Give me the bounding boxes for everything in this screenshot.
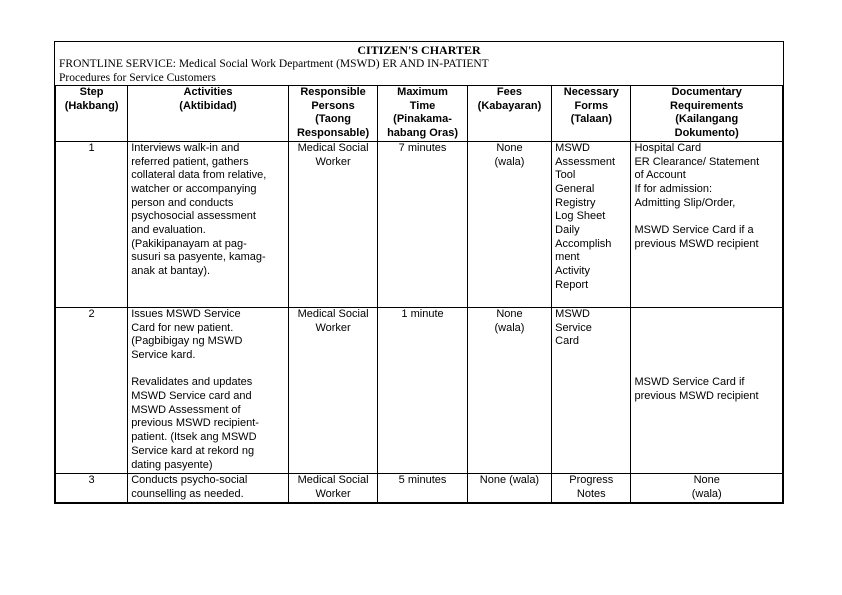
cell-line: (wala) [494,321,525,334]
cell-activities [128,141,289,307]
cell-line: (Pakikipanayam at pag- [131,237,247,250]
cell-line: dating pasyente) [131,458,213,471]
cell-line: (Taong [315,113,351,126]
cell-documentary-requirements [631,141,783,307]
cell-line: (wala) [494,155,525,168]
cell-line: Interviews walk-in and [131,141,240,154]
column-header-documentary-requirements [631,86,783,142]
cell-line: Log Sheet [555,210,606,223]
cell-line [634,335,779,349]
column-header-step [56,86,128,142]
cell-line: patient. (Itsek ang MSWD [131,431,257,444]
cell-line [634,308,779,322]
cell-line: Persons [311,99,355,112]
cell-line: Activities [183,86,233,98]
column-header-maximum-time [378,86,467,142]
cell-line: Admitting Slip/Order, [634,196,736,209]
cell-line: previous MSWD recipient [634,389,759,402]
cell-line: 5 minutes [398,473,447,486]
cell-line: General [555,182,595,195]
cell-necessary-forms [552,307,631,473]
cell-line: Maximum [397,86,448,98]
cell-fees [467,473,551,502]
cell-line: Hospital Card [634,141,702,154]
cell-step [56,307,128,473]
cell-line: Documentary [671,86,742,98]
cell-line: None [693,473,720,486]
cell-line: (Pinakama- [393,113,452,126]
cell-line: person and conducts [131,196,234,209]
cell-line: MSWD [555,141,590,154]
cell-line: (Talaan) [570,113,612,126]
cell-line: (Kabayaran) [477,99,542,112]
cell-line: Daily [555,224,580,237]
cell-line: susuri sa pasyente, kamag- [131,251,266,264]
cell-line: Card for new patient. [131,321,234,334]
cell-fees [467,141,551,307]
cell-line: None [496,307,523,320]
citizens-charter-document [54,41,784,504]
column-header-fees [467,86,551,142]
cell-maximum-time [378,473,467,502]
cell-line: habang Oras) [387,127,458,140]
cell-line: None (wala) [479,473,540,486]
cell-line: Time [409,99,436,112]
procedures-table [55,85,783,503]
cell-activities [128,473,289,502]
cell-line: 2 [88,307,95,320]
cell-responsible-persons [288,307,377,473]
table-row [56,473,783,502]
cell-line: Dokumento) [674,127,739,140]
cell-line: Report [555,278,589,291]
cell-line: watcher or accompanying [131,182,257,195]
cell-line: Activity [555,265,590,278]
cell-line: MSWD Service card and [131,390,252,403]
column-header-activities [128,86,289,142]
table-row [56,307,783,473]
cell-line: Medical Social [297,473,369,486]
cell-line [634,363,779,377]
cell-line: ment [555,251,580,264]
cell-line [634,210,779,224]
cell-line: Conducts psycho-social [131,473,248,486]
cell-line: Revalidates and updates [131,376,253,389]
cell-line: collateral data from relative, [131,169,267,182]
cell-line: (Pagbibigay ng MSWD [131,335,243,348]
cell-line [634,322,779,336]
cell-line: Requirements [670,99,744,112]
cell-line: Responsible [300,86,366,98]
cell-maximum-time [378,307,467,473]
cell-line: MSWD Assessment of [131,403,241,416]
cell-maximum-time [378,141,467,307]
cell-line: Worker [315,321,351,334]
cell-step [56,473,128,502]
cell-line: psychosocial assessment [131,210,256,223]
cell-line: ER Clearance/ Statement [634,155,760,168]
cell-documentary-requirements [631,307,783,473]
cell-line: Service [555,321,592,334]
cell-line: Service kard. [131,348,196,361]
cell-line: MSWD [555,307,590,320]
cell-line: referred patient, gathers [131,155,249,168]
cell-activities [128,307,289,473]
cell-line: If for admission: [634,182,713,195]
cell-line: Worker [315,487,351,500]
cell-line: (Aktibidad) [179,99,237,112]
cell-line: Accomplish [555,237,612,250]
cell-line: Forms [574,99,609,112]
cell-line: Card [555,335,579,348]
cell-documentary-requirements [631,473,783,502]
cell-necessary-forms [552,141,631,307]
cell-line: 3 [88,473,95,486]
cell-line: 7 minutes [398,141,447,154]
procedures-line: Procedures for Service Customers [59,72,216,84]
frontline-service-line: FRONTLINE SERVICE: Medical Social Work Department (MSWD) ER AND IN-PATIENT [59,58,489,70]
table-row [56,141,783,307]
cell-necessary-forms [552,473,631,502]
charter-title: CITIZEN'S CHARTER [357,43,481,57]
cell-line: MSWD Service Card if [634,376,745,389]
cell-line: (wala) [691,487,722,500]
cell-line: Step [79,86,104,98]
cell-step [56,141,128,307]
cell-line: None [496,141,523,154]
cell-line: Issues MSWD Service [131,307,241,320]
cell-line: MSWD Service Card if a [634,224,754,237]
cell-line [634,349,779,363]
cell-responsible-persons [288,473,377,502]
cell-line: previous MSWD recipient- [131,417,259,430]
cell-line: Medical Social [297,307,369,320]
cell-line: and evaluation. [131,224,206,237]
cell-line: anak at bantay). [131,265,211,278]
cell-line: Medical Social [297,141,369,154]
cell-fees [467,307,551,473]
table-body [56,141,783,502]
cell-line: Fees [496,86,522,98]
cell-responsible-persons [288,141,377,307]
cell-line: (Kailangang [675,113,739,126]
cell-line: Worker [315,155,351,168]
cell-line: Necessary [563,86,619,98]
cell-line: Tool [555,169,576,182]
cell-line: Assessment [555,155,616,168]
table-header-row [56,86,783,142]
cell-line: 1 [88,141,95,154]
cell-line: Notes [576,487,606,500]
cell-line [131,363,285,377]
cell-line: Responsable) [296,127,370,140]
cell-line: previous MSWD recipient [634,237,759,250]
cell-line: Service kard at rekord ng [131,444,255,457]
column-header-necessary-forms [552,86,631,142]
cell-line: counselling as needed. [131,487,244,500]
column-header-responsible-persons [288,86,377,142]
cell-line: (Hakbang) [64,99,119,112]
cell-line: 1 minute [401,307,444,320]
cell-line: of Account [634,169,686,182]
cell-line: Registry [555,196,596,209]
cell-line: Progress [569,473,614,486]
